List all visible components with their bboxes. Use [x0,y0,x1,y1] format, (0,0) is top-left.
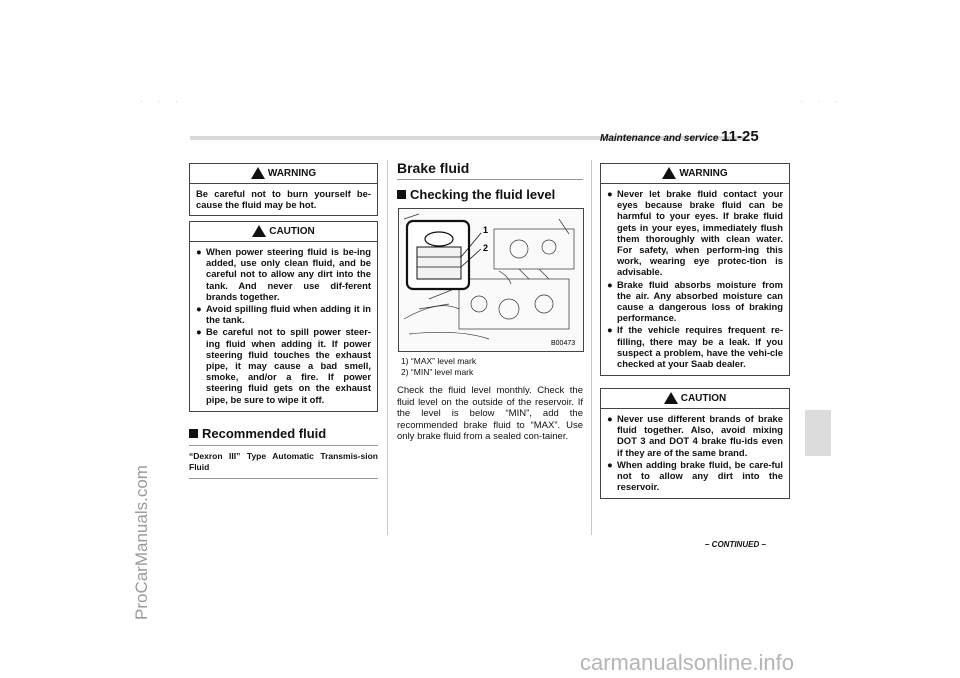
caution-item-text: Avoid spilling fluid when adding it in the tank. [206,303,371,326]
page-title: Brake fluid [397,160,470,176]
bullet: ● [607,324,613,336]
warning-box-brake-fluid [600,163,790,376]
list-item [607,279,783,324]
list-item [196,326,371,404]
list-item [607,188,783,278]
figure-code: B00473 [551,340,576,347]
warning-triangle-icon [251,167,265,179]
dot-row-right: · · · [800,96,844,106]
caution-label: CAUTION [680,393,727,404]
figure-captions [397,356,583,443]
bullet: ● [196,303,202,315]
caution-triangle-icon [664,392,678,404]
bullet: ● [607,188,613,199]
warning-item-text: Brake fluid absorbs moisture from the air. Any absorbed moisture can cause a dangerous loss of braking performance. [617,278,783,324]
column-divider-2 [591,160,592,535]
title-rule [397,179,583,180]
spec-rule [189,478,378,479]
warning-item-text: If the vehicle requires frequent re-filling, there may be a leak. If you suspect a problem, have the vehi-cle checked at your Saab dealer. [617,324,783,370]
bullet: ● [607,458,613,470]
caution-item-text: Never use different brands of brake fluid together. Also, avoid mixing DOT 3 and DOT 4 brake flu-ids even if they are of the same brand. [617,413,783,458]
caution-header [601,389,789,409]
bullet: ● [607,413,613,424]
page-header [600,128,759,145]
list-item [607,413,783,458]
bullet: ● [196,326,202,338]
caution-item-text: When power steering fluid is be-ing added, use only clean fluid, and be careful not to allow any dirt into the tank. And never use dif-ferent brands together. [206,246,371,302]
warning-body [601,184,789,375]
section-title: Maintenance and service [600,133,719,144]
caution-item-text: Be careful not to spill power steer-ing fluid when adding it. If power steering fluid touches the exhaust pipe, it may cause a bad smell, smoke, and/or a fire. If power steering fluid gets on the exhaust pipe, be sure to wipe it off. [206,326,371,405]
list-item [196,303,371,325]
watermark-left: ProCarManuals.com [132,465,151,620]
warning-header [601,164,789,184]
warning-text: Be careful not to burn yourself be-cause the fluid may be hot. [196,188,371,211]
list-item [607,324,783,369]
column-divider-1 [387,160,388,535]
caution-label: CAUTION [269,226,315,237]
chapter-tab [805,410,831,456]
warning-box-hot-fluid [189,163,378,216]
watermark-bottom: carmanualsonline.info [580,650,795,675]
caution-body [601,409,789,498]
square-bullet-icon [397,190,406,199]
square-bullet-icon [189,429,198,438]
bullet: ● [196,246,202,257]
recommended-fluid-heading: Recommended fluid [189,426,378,441]
caption-min: 2) “MIN” level mark [401,366,474,377]
caption-max: 1) “MAX” level mark [401,356,477,366]
warning-label: WARNING [267,168,317,179]
continued-label: – CONTINUED – [705,540,766,549]
caution-body [190,242,377,411]
bullet: ● [607,278,613,290]
recommended-fluid-value: “Dexron III” Type Automatic Transmis-sion Fluid [189,451,378,472]
caution-box-brake-fluid [600,388,790,499]
warning-label: WARNING [679,168,728,179]
caution-header [190,222,377,242]
callout-1: 1 [483,225,489,235]
list-item [607,459,783,493]
checking-level-heading: Checking the fluid level [397,187,583,202]
engine-bay-illustration [398,208,584,352]
heading-rule [189,445,378,446]
callout-2: 2 [483,243,489,253]
warning-triangle-icon [662,167,676,179]
dot-row-left: · · · [140,96,184,106]
caution-triangle-icon [252,225,266,237]
warning-header [190,164,377,184]
page-number: 11-25 [721,128,759,145]
list-item [196,246,371,302]
caution-item-text: When adding brake fluid, be care-ful not to allow any dirt into the reservoir. [617,458,783,493]
caution-box-power-steering [189,221,378,412]
recommended-fluid-section [189,426,378,479]
engine-drawing [399,209,583,351]
warning-item-text: Never let brake fluid contact your eyes because brake fluid can be harmful to your eyes. If brake fluid gets in your eyes, immediately flush them thoroughly with clean water. For safety, when perform-ing this work, wearing eye protec-tion is advisable. [617,188,783,278]
brake-fluid-section [397,160,583,202]
brake-fluid-instructions: Check the fluid level monthly. Check the fluid level on the outside of the reservoir. If the level is below “MIN”, add the recommended brake fluid to “MAX”. Use only brake fluid from a sealed con-tainer. [397,385,583,442]
